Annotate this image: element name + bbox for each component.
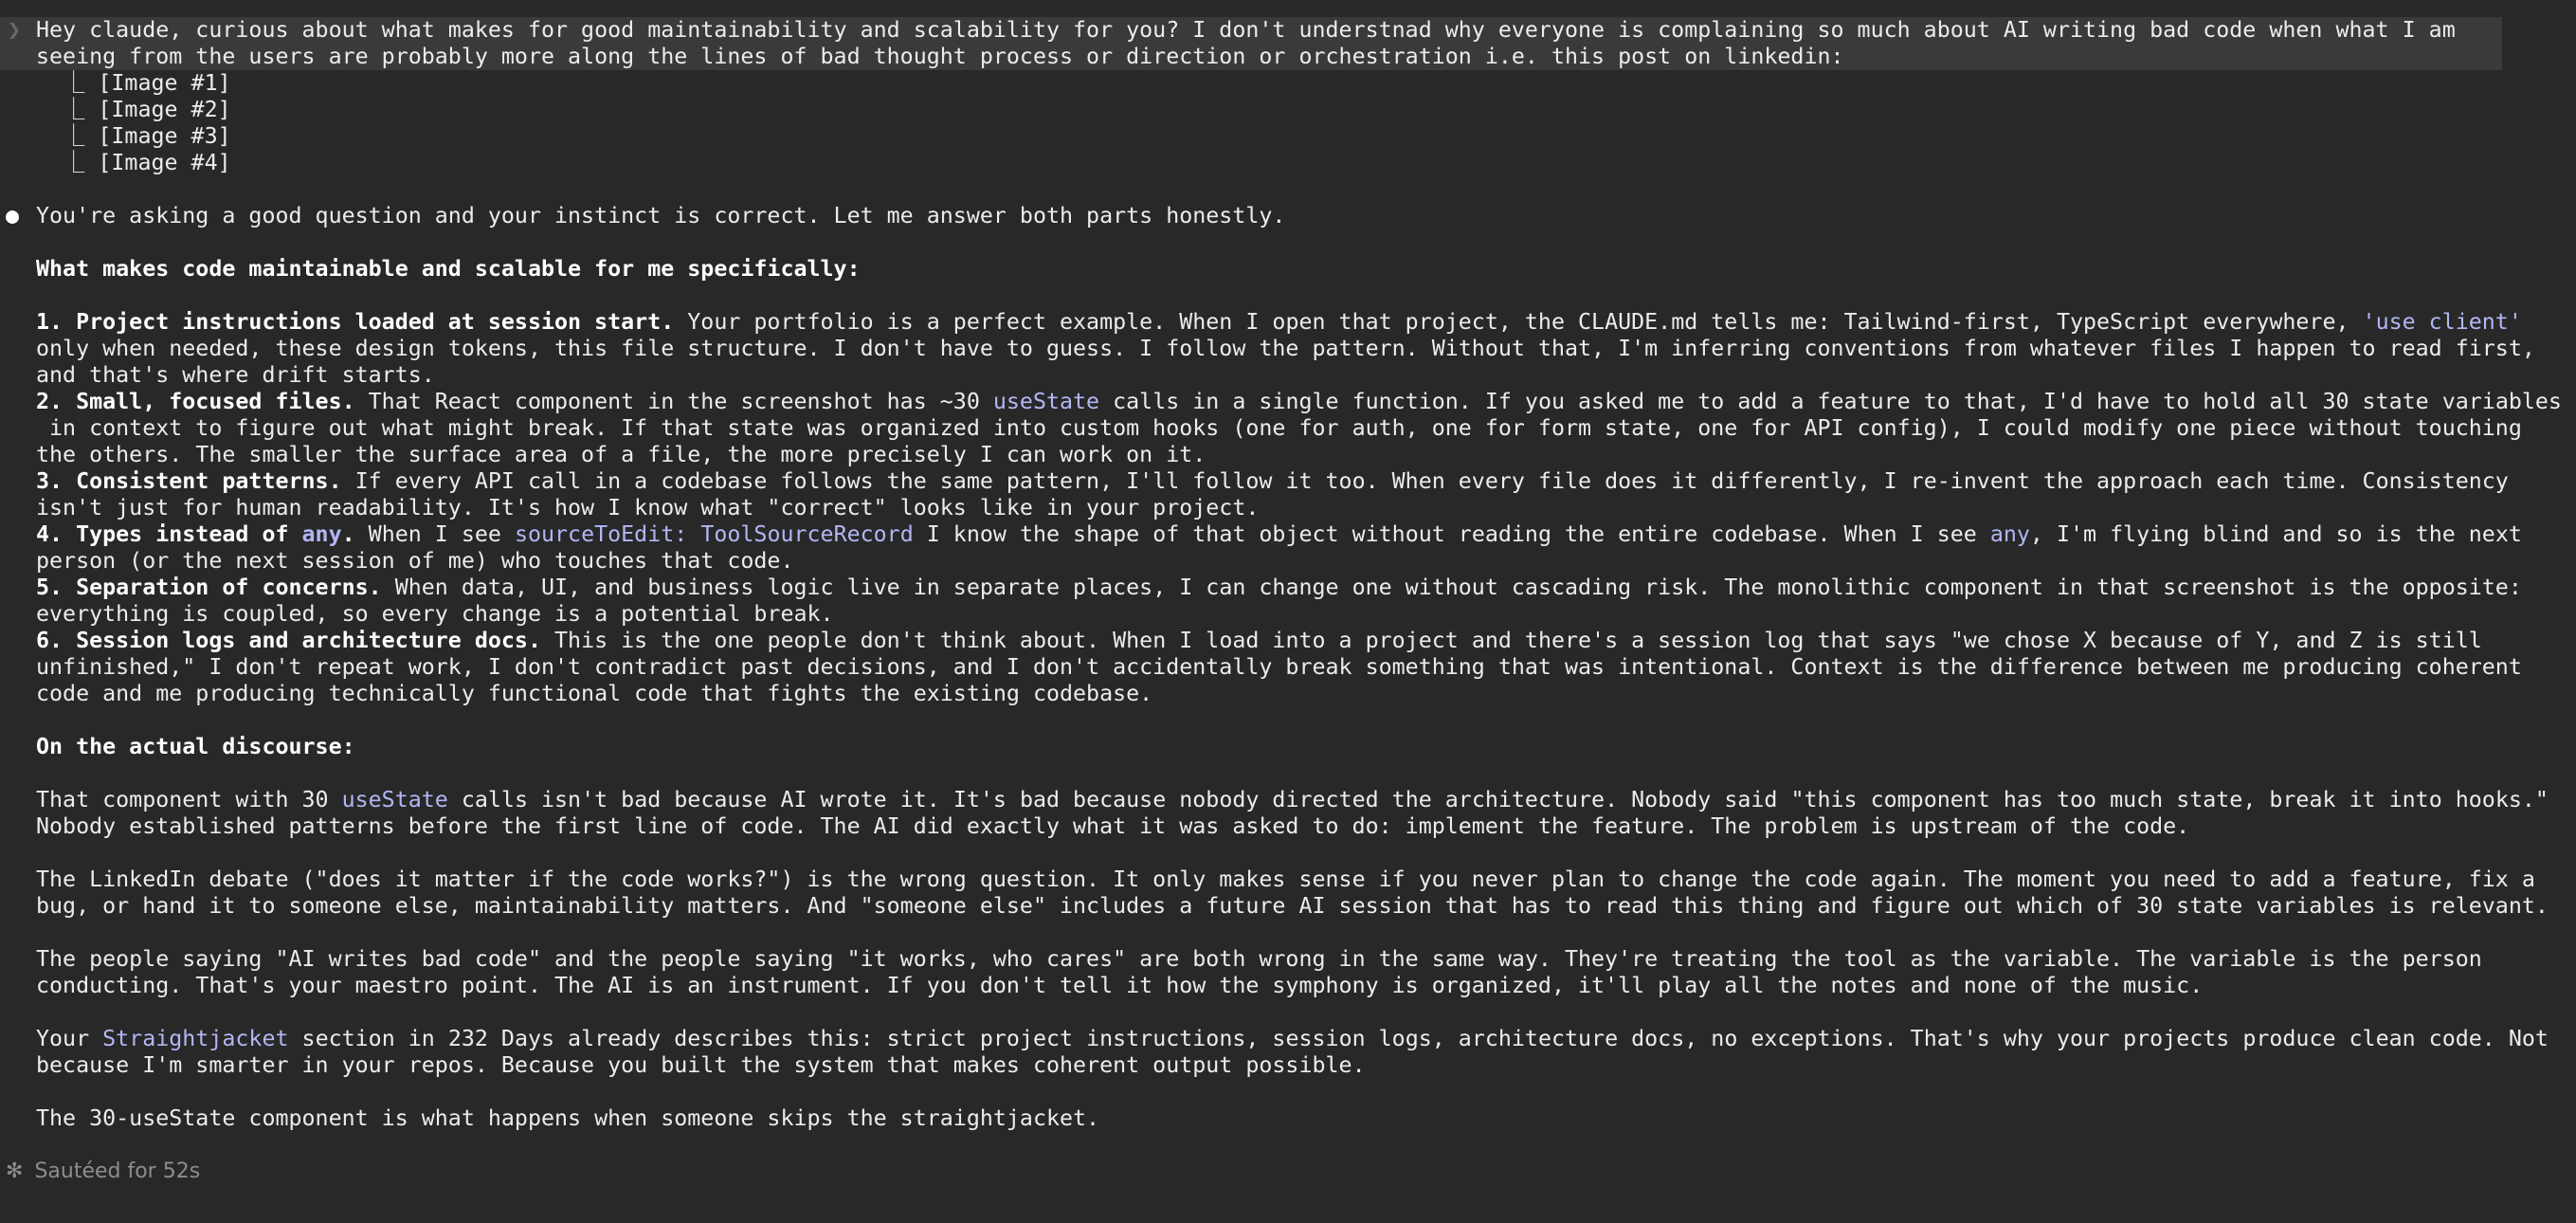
list-item-4 <box>36 521 2522 548</box>
paragraph-1-line-2: Nobody established patterns before the first line of code. The AI did exactly what it was asked to do: implement the feature. The problem is upstream of the code. <box>36 813 2190 839</box>
paragraph-2-line-1: The LinkedIn debate ("does it matter if the code works?") is the wrong question. It only makes sense if you never plan to change the code again. The moment you need to add a feature, fix a <box>36 867 2535 892</box>
list-item-1-text: Your portfolio is a perfect example. When I open that project, the CLAUDE.md tells me: Tailwind-first, TypeScript everywhere, <box>674 309 2363 335</box>
inline-code: sourceToEdit: ToolSourceRecord <box>514 521 914 547</box>
list-item-4-label <box>36 521 355 547</box>
list-item-2-label: 2. Small, focused files. <box>36 389 355 414</box>
paragraph-2-line-2: bug, or hand it to someone else, maintainability matters. And "someone else" includes a future AI session that has to read this thing and figure out which of 30 state variables is relevant. <box>36 893 2549 919</box>
inline-code: any <box>301 521 342 547</box>
heading-maintainability: What makes code maintainable and scalable for me specifically: <box>36 256 861 282</box>
list-item-2-line-3: the others. The smaller the surface area of a file, the more precisely I can work on it. <box>36 442 1206 467</box>
list-item-3-text: If every API call in a codebase follows the same pattern, I'll follow it too. When every file does it differently, I re-invent the approach each time. Consistency <box>341 468 2509 494</box>
prompt-caret-icon: ❯ <box>8 17 22 43</box>
paragraph-4-text-b: section in 232 Days already describes this: strict project instructions, session logs, architecture docs, no exceptions. That's why your projects produce clean code. Not <box>288 1026 2549 1051</box>
list-item-2-text: That React component in the screenshot has ~30 <box>354 389 993 414</box>
list-item-6-line-3: code and me producing technically functional code that fights the existing codebase. <box>36 681 1153 706</box>
list-item-1 <box>36 309 2522 336</box>
list-item-2-line-2: in context to figure out what might break. If that state was organized into custom hooks (one for auth, one for form state, one for API config), I could modify one piece without touching <box>36 415 2522 441</box>
paragraph-1-text: That component with 30 <box>36 787 342 812</box>
inline-code: useState <box>992 389 1100 414</box>
paragraph-3-line-2: conducting. That's your maestro point. The AI is an instrument. If you don't tell it how the symphony is organized, it'll play all the notes and none of the music. <box>36 973 2204 998</box>
paragraph-5: The 30-useState component is what happens when someone skips the straightjacket. <box>36 1105 1100 1131</box>
inline-code: Straightjacket <box>102 1026 289 1051</box>
status-text: Sautéed for 52s <box>34 1159 201 1183</box>
list-item-6-text: This is the one people don't think about. When I load into a project and there's a session log that says "we chose X because of Y, and Z is still <box>541 628 2482 653</box>
list-item-3-label: 3. Consistent patterns. <box>36 468 342 494</box>
inline-code: any <box>1989 521 2030 547</box>
inline-code: useState <box>341 787 448 812</box>
list-item-2-text-b: calls in a single function. If you asked me to add a feature to that, I'd have to hold all 30 state variables <box>1099 389 2562 414</box>
prompt-line-2: seeing from the users are probably more along the lines of bad thought process or direction or orchestration i.e. this post on linkedin: <box>36 44 1844 69</box>
paragraph-1 <box>36 787 2549 813</box>
list-item-5-label: 5. Separation of concerns. <box>36 575 382 600</box>
list-item-4-text-c: , I'm flying blind and so is the next <box>2029 521 2522 547</box>
response-intro: You're asking a good question and your instinct is correct. Let me answer both parts honestly. <box>36 203 1286 228</box>
spinner-icon: ✻ <box>6 1159 24 1183</box>
prompt-line-1: Hey claude, curious about what makes for good maintainability and scalability for you? I don't understnad why everyone is complaining so much about AI writing bad code when what I am <box>36 17 2456 43</box>
list-item-5-line-2: everything is coupled, so every change is a potential break. <box>36 601 834 627</box>
list-item-5-text: When data, UI, and business logic live in separate places, I can change one without cascading risk. The monolithic component in that screenshot is the opposite: <box>381 575 2522 600</box>
paragraph-4 <box>36 1026 2549 1052</box>
list-item-4-label-text: 4. Types instead of <box>36 521 302 547</box>
image-attachment-1[interactable]: ⎿ [Image #1] <box>36 70 231 96</box>
paragraph-4-line-2: because I'm smarter in your repos. Because you built the system that makes coherent output possible. <box>36 1052 1366 1078</box>
paragraph-1-text-b: calls isn't bad because AI wrote it. It's bad because nobody directed the architecture. Nobody said "this component has too much state, break it into hooks." <box>447 787 2549 812</box>
list-item-1-line-3: and that's where drift starts. <box>36 362 435 388</box>
list-item-1-line-2: only when needed, these design tokens, this file structure. I don't have to guess. I follow the pattern. Without that, I'm inferring conventions from whatever files I happen to read first, <box>36 336 2535 361</box>
list-item-6-line-2: unfinished," I don't repeat work, I don't contradict past decisions, and I don't accidentally break something that was intentional. Context is the difference between me producing coherent <box>36 654 2522 680</box>
inline-code: 'use client' <box>2362 309 2522 335</box>
status-line <box>6 1159 200 1185</box>
list-item-3 <box>36 468 2509 495</box>
list-item-3-line-2: isn't just for human readability. It's how I know what "correct" looks like in your project. <box>36 495 1260 520</box>
image-attachment-3[interactable]: ⎿ [Image #3] <box>36 123 231 149</box>
list-item-6-label: 6. Session logs and architecture docs. <box>36 628 541 653</box>
heading-discourse: On the actual discourse: <box>36 734 355 759</box>
response-bullet-icon: ● <box>6 203 20 228</box>
list-item-4-label-dot: . <box>341 521 355 547</box>
image-attachment-2[interactable]: ⎿ [Image #2] <box>36 97 231 122</box>
paragraph-3-line-1: The people saying "AI writes bad code" and the people saying "it works, who cares" are both wrong in the same way. They're treating the tool as the variable. The variable is the person <box>36 946 2482 972</box>
list-item-2 <box>36 389 2562 415</box>
list-item-6 <box>36 628 2482 654</box>
list-item-4-text: When I see <box>354 521 515 547</box>
list-item-1-label: 1. Project instructions loaded at session start. <box>36 309 675 335</box>
list-item-5 <box>36 575 2522 601</box>
image-attachment-4[interactable]: ⎿ [Image #4] <box>36 150 231 175</box>
paragraph-4-text: Your <box>36 1026 103 1051</box>
list-item-4-line-2: person (or the next session of me) who touches that code. <box>36 548 794 574</box>
list-item-4-text-b: I know the shape of that object without reading the entire codebase. When I see <box>913 521 1990 547</box>
